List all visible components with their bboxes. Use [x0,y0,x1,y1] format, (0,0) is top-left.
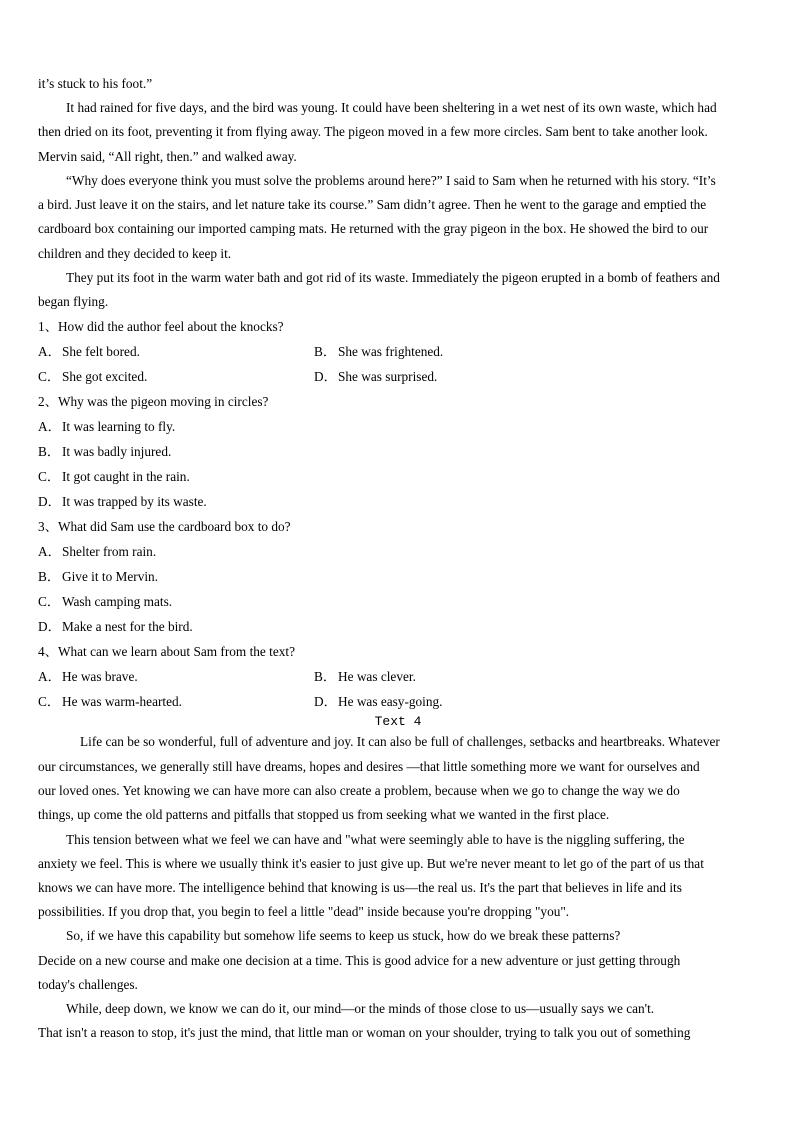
option-b[interactable] [314,344,443,360]
question-2 [38,394,268,410]
passage-line: So, if we have this capability but somehow life seems to keep us stuck, how do we break these patterns? [66,928,621,943]
option-text: She felt bored. [62,344,140,359]
option-b[interactable] [314,669,416,685]
option-text: He was brave. [62,669,138,684]
option-text: He was easy-going. [338,694,443,709]
passage-line: It had rained for five days, and the bird was young. It could have been sheltering in a wet nest of its own waste, which had [66,100,717,115]
option-letter: A． [38,419,61,434]
question-text: What can we learn about Sam from the text? [57,644,295,659]
option-letter: B． [314,344,337,359]
question-number: 1、 [38,319,58,334]
option-text: He was clever. [338,669,416,684]
option-text: Wash camping mats. [62,594,173,609]
option-text: Shelter from rain. [62,544,157,559]
passage-line: This tension between what we feel we can have and "what were seemingly able to have is the niggling suffering, the [66,832,685,847]
passage-line: knows we can have more. The intelligence behind that knowing is us—the real us. It's the part that believes in life and its [38,880,682,895]
option-text: She was surprised. [338,369,438,384]
passage-line: “Why does everyone think you must solve the problems around here?” I said to Sam when he returned with his story. “It’s [66,173,716,188]
option-letter: A． [38,669,61,684]
option-d[interactable] [38,619,193,635]
option-letter: C． [38,369,61,384]
passage-line: cardboard box containing our imported camping mats. He returned with the gray pigeon in the box. He showed the bird to our [38,221,709,236]
question-3 [38,519,291,535]
option-letter: D． [38,619,61,634]
option-c[interactable] [38,694,182,710]
option-text: It was learning to fly. [62,419,176,434]
question-number: 3、 [38,519,58,534]
passage-line: our circumstances, we generally still have dreams, hopes and desires —that little something more we want for ourselves and [38,759,700,774]
option-c[interactable] [38,469,190,485]
option-b[interactable] [38,444,171,460]
question-1 [38,319,284,335]
passage-line: possibilities. If you drop that, you begin to feel a little "dead" inside because you're dropping "you". [38,904,570,919]
question-4 [38,644,295,660]
option-d[interactable] [314,694,443,710]
option-text: Make a nest for the bird. [62,619,193,634]
passage-line: children and they decided to keep it. [38,246,232,261]
option-c[interactable] [38,594,172,610]
passage-line: While, deep down, we know we can do it, our mind—or the minds of those close to us—usually says we can't. [66,1001,655,1016]
passage-line: anxiety we feel. This is where we usually think it's easier to just give up. But we're never meant to let go of the part of us that [38,856,704,871]
option-text: It was badly injured. [62,444,172,459]
passage-line: began flying. [38,294,109,309]
passage-line: our loved ones. Yet knowing we can have more can also create a problem, because when we go to change the way we do [38,783,680,798]
option-letter: C． [38,469,61,484]
option-d[interactable] [38,494,207,510]
question-number: 2、 [38,394,58,409]
option-d[interactable] [314,369,437,385]
passage-line: That isn't a reason to stop, it's just the mind, that little man or woman on your shoulder, trying to talk you out of something [38,1025,691,1040]
passage-line: a bird. Just leave it on the stairs, and let nature take its course.” Sam didn’t agree. Then he went to the garage and emptied the [38,197,707,212]
passage-line: today's challenges. [38,977,138,992]
passage-line: Mervin said, “All right, then.” and walked away. [38,149,297,164]
question-text: How did the author feel about the knocks? [57,319,284,334]
passage-line: Life can be so wonderful, full of adventure and joy. It can also be full of challenges, setbacks and heartbreaks. Whatever [80,734,720,749]
option-letter: C． [38,594,61,609]
passage-line: Decide on a new course and make one decision at a time. This is good advice for a new adventure or just getting through [38,953,681,968]
option-a[interactable] [38,544,156,560]
option-a[interactable] [38,419,175,435]
passage-line: then dried on its foot, preventing it from flying away. The pigeon moved in a few more circles. Sam bent to take another look. [38,124,708,139]
option-letter: B． [38,569,61,584]
option-a[interactable] [38,344,140,360]
option-text: It got caught in the rain. [62,469,190,484]
option-text: She was frightened. [338,344,444,359]
option-text: She got excited. [62,369,148,384]
option-letter: D． [314,694,337,709]
option-c[interactable] [38,369,147,385]
option-letter: A． [38,344,61,359]
question-text: Why was the pigeon moving in circles? [57,394,269,409]
option-letter: C． [38,694,61,709]
option-letter: D． [314,369,337,384]
passage-line: it’s stuck to his foot.” [38,76,153,91]
option-text: He was warm-hearted. [62,694,182,709]
question-text: What did Sam use the cardboard box to do? [57,519,291,534]
option-text: It was trapped by its waste. [62,494,207,509]
option-letter: D． [38,494,61,509]
option-letter: B． [314,669,337,684]
option-letter: B． [38,444,61,459]
passage-line: They put its foot in the warm water bath and got rid of its waste. Immediately the pigeon erupted in a bomb of feathers and [66,270,720,285]
question-number: 4、 [38,644,58,659]
option-a[interactable] [38,669,138,685]
option-letter: A． [38,544,61,559]
passage-line: things, up come the old patterns and pitfalls that stopped us from seeking what we wanted in the first place. [38,807,610,822]
option-b[interactable] [38,569,158,585]
section-heading: Text 4 [374,714,422,729]
option-text: Give it to Mervin. [62,569,159,584]
